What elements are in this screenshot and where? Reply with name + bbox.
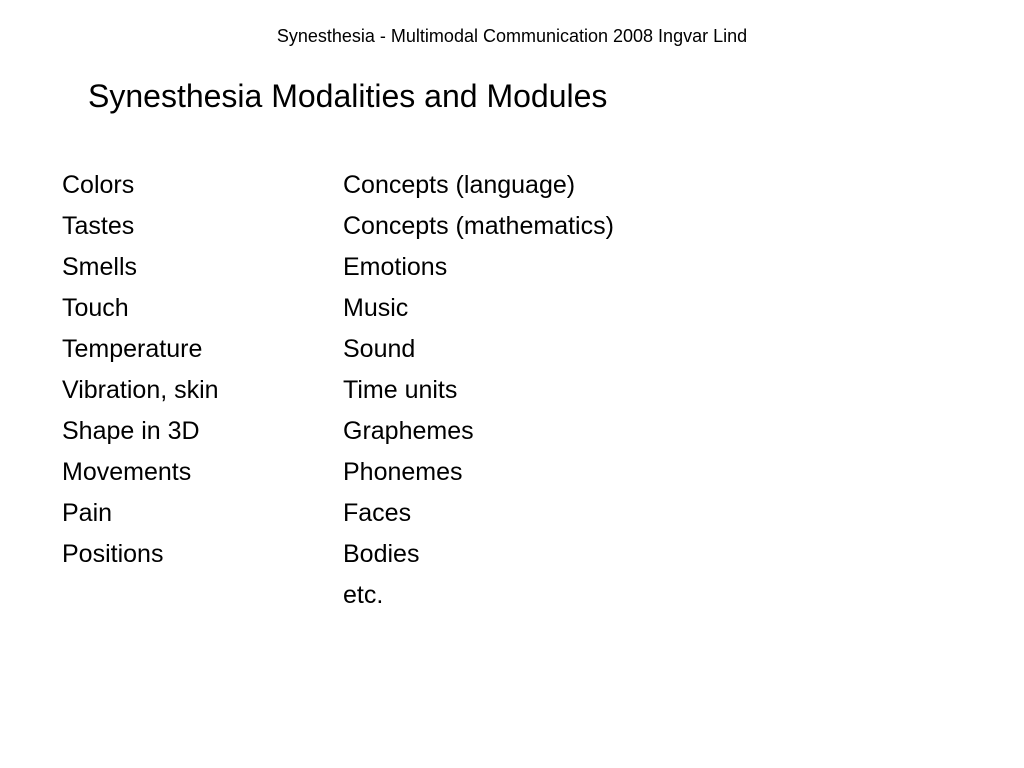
slide-title: Synesthesia Modalities and Modules bbox=[88, 78, 608, 114]
list-item: Graphemes bbox=[343, 417, 474, 445]
list-item: Emotions bbox=[343, 253, 448, 281]
list-item: Smells bbox=[62, 253, 138, 281]
modalities-list bbox=[62, 165, 219, 575]
list-item: Vibration, skin bbox=[62, 376, 219, 404]
list-item: Pain bbox=[62, 499, 113, 527]
list-item: Shape in 3D bbox=[62, 417, 200, 445]
list-item: etc. bbox=[343, 581, 384, 609]
list-item: Concepts (language) bbox=[343, 171, 576, 199]
list-item: Phonemes bbox=[343, 458, 463, 486]
list-item: Concepts (mathematics) bbox=[343, 212, 614, 240]
list-item: Bodies bbox=[343, 540, 420, 568]
list-item: Temperature bbox=[62, 335, 203, 363]
list-item: Sound bbox=[343, 335, 416, 363]
list-item: Positions bbox=[62, 540, 164, 568]
list-item: Touch bbox=[62, 294, 129, 322]
list-item: Tastes bbox=[62, 212, 135, 240]
list-item: Time units bbox=[343, 376, 458, 404]
list-item: Music bbox=[343, 294, 409, 322]
list-item: Faces bbox=[343, 499, 412, 527]
modules-list bbox=[343, 165, 614, 616]
slide-header: Synesthesia - Multimodal Communication 2008 Ingvar Lind bbox=[276, 26, 748, 46]
list-item: Movements bbox=[62, 458, 192, 486]
list-item: Colors bbox=[62, 171, 135, 199]
